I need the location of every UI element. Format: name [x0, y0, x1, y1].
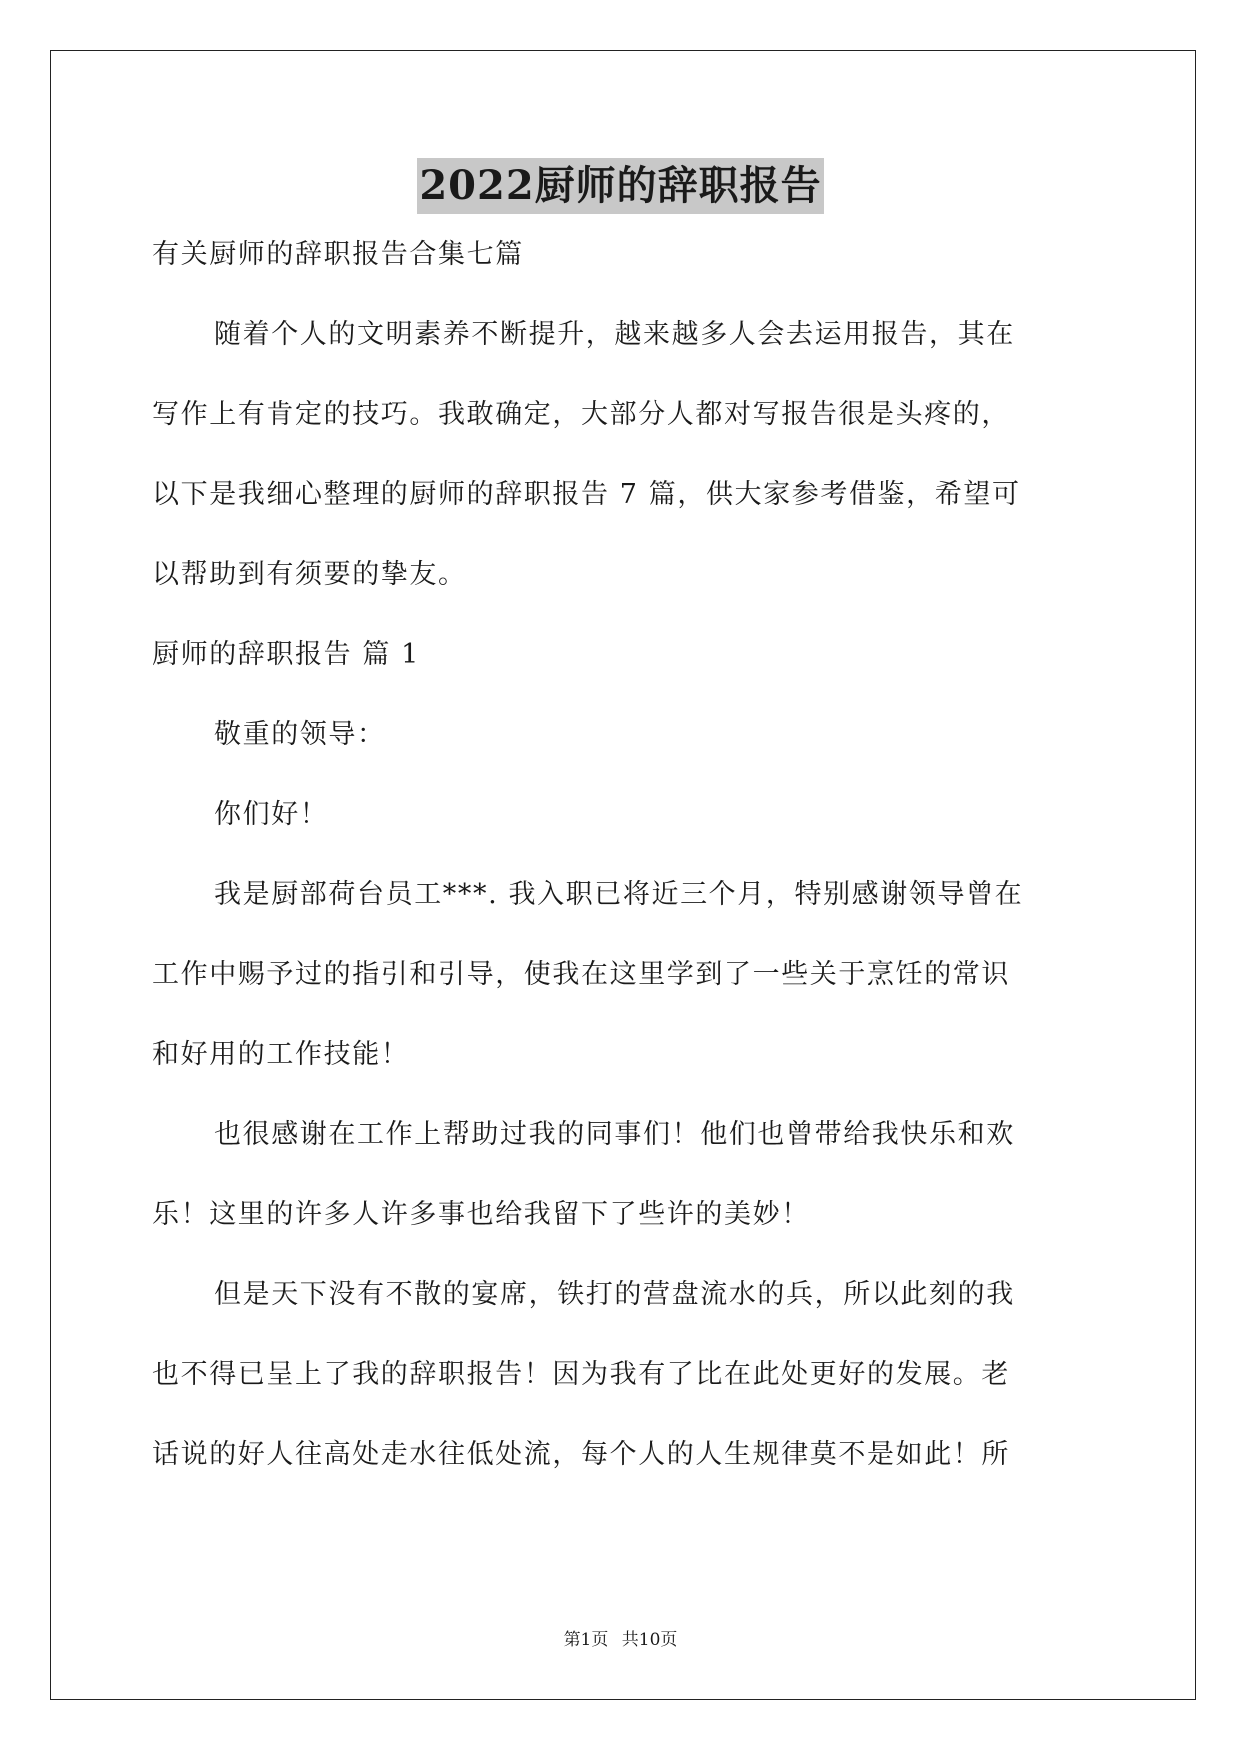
paragraph-line: 和好用的工作技能！ — [152, 1039, 410, 1070]
paragraph-line: 随着个人的文明素养不断提升，越来越多人会去运用报告，其在 — [214, 319, 1015, 350]
page-number: 第1页 — [563, 1630, 609, 1650]
greeting: 你们好！ — [214, 799, 329, 830]
section-heading: 厨师的辞职报告 篇 1 — [152, 639, 420, 670]
paragraph-line: 以下是我细心整理的厨师的辞职报告 7 篇，供大家参考借鉴，希望可 — [152, 479, 1021, 510]
paragraph-line: 也很感谢在工作上帮助过我的同事们！他们也曾带给我快乐和欢 — [214, 1119, 1015, 1150]
page-footer — [0, 1628, 1241, 1652]
document-title: 2022厨师的辞职报告 — [417, 158, 823, 214]
paragraph-line: 以帮助到有须要的挚友。 — [152, 559, 467, 590]
paragraph-line: 话说的好人往高处走水往低处流，每个人的人生规律莫不是如此！所 — [152, 1439, 1010, 1470]
paragraph-line: 我是厨部荷台员工***. 我入职已将近三个月，特别感谢领导曾在 — [214, 879, 1024, 910]
paragraph-line: 乐！这里的许多人许多事也给我留下了些许的美妙！ — [152, 1199, 810, 1230]
paragraph-line: 也不得已呈上了我的辞职报告！因为我有了比在此处更好的发展。老 — [152, 1359, 1010, 1390]
paragraph-line: 工作中赐予过的指引和引导，使我在这里学到了一些关于烹饪的常识 — [152, 959, 1010, 990]
paragraph-line: 但是天下没有不散的宴席，铁打的营盘流水的兵，所以此刻的我 — [214, 1279, 1015, 1310]
salutation: 敬重的领导： — [214, 719, 386, 750]
paragraph-line: 有关厨师的辞职报告合集七篇 — [152, 239, 524, 270]
paragraph-line: 写作上有肯定的技巧。我敢确定，大部分人都对写报告很是头疼的， — [152, 399, 1010, 430]
title-container — [0, 158, 1241, 214]
page-total: 共10页 — [621, 1630, 678, 1650]
